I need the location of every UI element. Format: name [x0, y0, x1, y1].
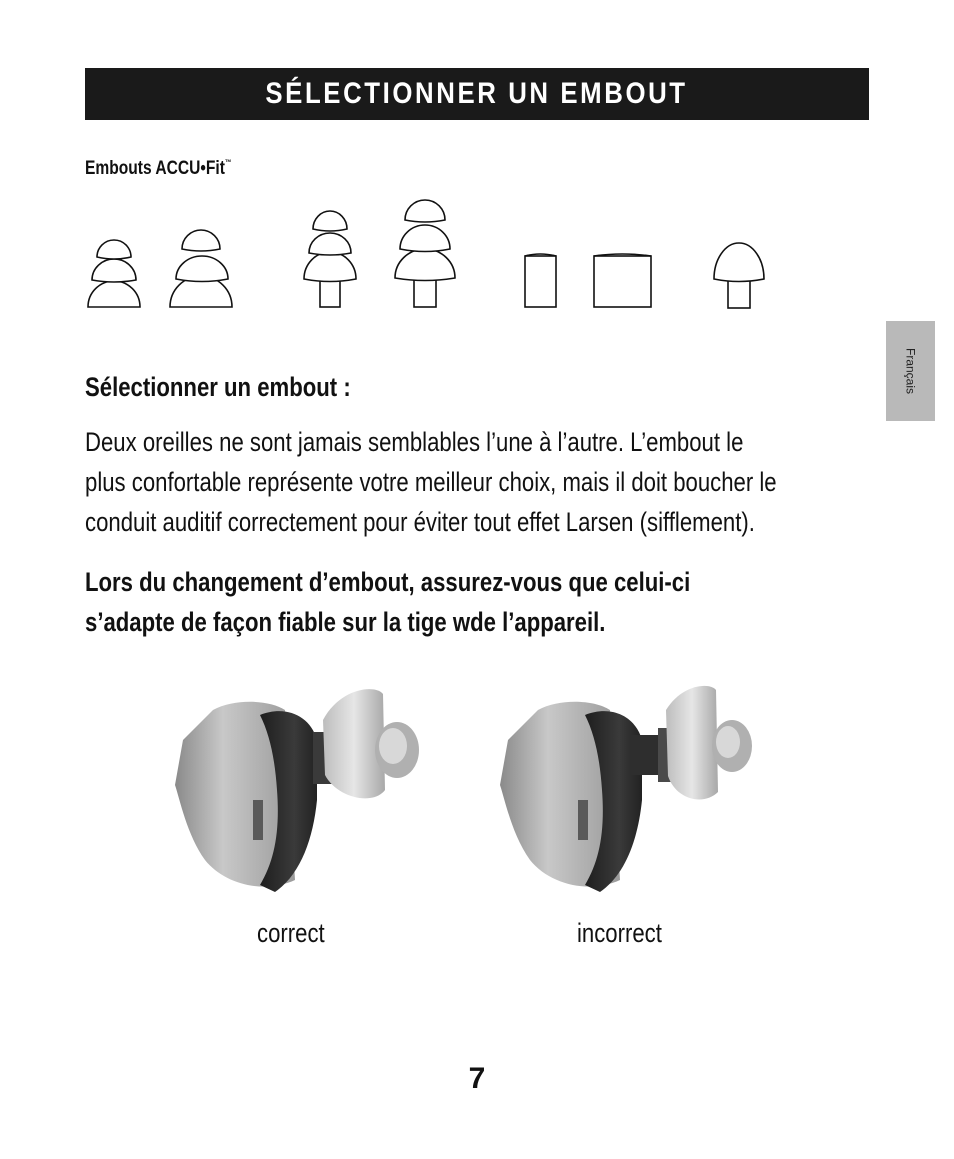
- ear-tips-figure: [80, 190, 780, 315]
- bold-note-line: s’adapte de façon fiable sur la tige wde l’appareil.: [85, 607, 606, 637]
- tip-triple-flange-large: [170, 230, 232, 307]
- page-title: SÉLECTIONNER UN EMBOUT: [265, 77, 689, 110]
- bold-note-line: Lors du changement d’embout, assurez-vous que celui-ci: [85, 567, 691, 597]
- caption-correct: correct: [257, 918, 325, 948]
- section-heading: Sélectionner un embout :: [85, 372, 351, 402]
- tip-triple-flange-stem-small: [304, 211, 356, 307]
- section-header-bar: [85, 68, 869, 120]
- language-tab[interactable]: [886, 321, 935, 421]
- tip-foam-wide: [594, 254, 651, 307]
- body-line: conduit auditif correctement pour éviter tout effet Larsen (sifflement).: [85, 507, 755, 537]
- hearing-aid-correct-image: [165, 680, 425, 900]
- tip-dome-stem: [714, 243, 764, 308]
- tip-foam-narrow: [525, 254, 556, 307]
- language-tab-label: Français: [903, 347, 918, 394]
- tip-triple-flange-small: [88, 240, 140, 307]
- trademark-mark: ™: [224, 158, 232, 167]
- tips-label-text: Embouts ACCU•Fit: [85, 158, 225, 179]
- page-number: 7: [468, 1062, 486, 1095]
- hearing-aid-incorrect-image: [490, 680, 760, 900]
- caption-incorrect: incorrect: [577, 918, 662, 948]
- tip-triple-flange-stem-large: [395, 200, 455, 307]
- tips-label: [85, 158, 231, 180]
- body-paragraph: [85, 422, 831, 542]
- bold-note: [85, 562, 823, 642]
- body-line: Deux oreilles ne sont jamais semblables l’une à l’autre. L’embout le: [85, 427, 744, 457]
- body-line: plus confortable représente votre meilleur choix, mais il doit boucher le: [85, 467, 777, 497]
